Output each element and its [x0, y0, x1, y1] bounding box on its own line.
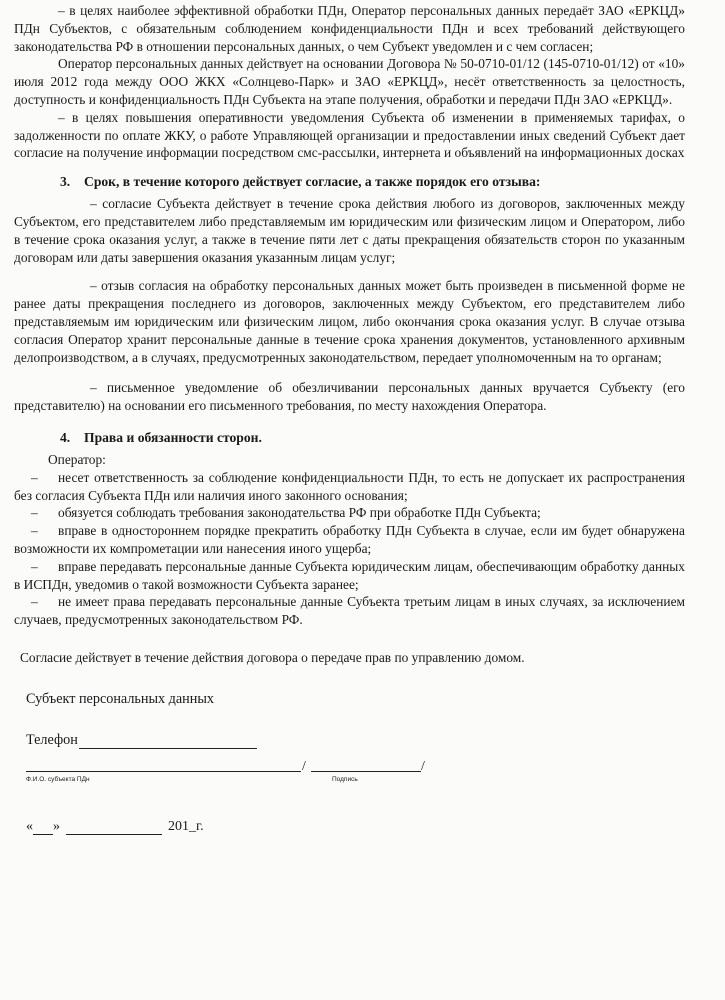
- section-4-item: – несет ответственность за соблюдение конфиденциальности ПДн, то есть не допускает их распространения без согласия Субъекта ПДн или наличия иного законного основания;: [14, 469, 685, 503]
- section-4-item: – вправе в одностороннем порядке прекратить обработку ПДн Субъекта в случае, если им будет обнаружена возможности их компрометации или нанесения иного ущерба;: [14, 523, 685, 556]
- section-4-item: – вправе передавать персональные данные Субъекта юридическим лицам, обеспечивающим обработку данных в ИСПДн, уведомив о такой возможности Субъекта заранее;: [14, 558, 685, 592]
- section-4-number: 4.: [60, 429, 71, 445]
- signature-caption: Подпись: [332, 775, 358, 783]
- section-3-item: – отзыв согласия на обработку персональных данных может быть произведен в письменной форме не ранее даты прекращения последнего из договоров, заключенных между Субъектом, его представителем либо представляемым им юридическим или физическим лицом, либо окончания срока оказания услуг. В случае отзыва согласия Оператор хранит персональные данные в течение срока хранения документов, установленного архивным делопроизводством, а в случаях, предусмотренных законодательством, передает уполномоченным на то органам;: [14, 278, 685, 365]
- day-field-line[interactable]: [33, 821, 53, 835]
- phone-field-line[interactable]: [79, 734, 257, 749]
- intro-paragraph-1: – в целях наиболее эффективной обработки ПДн, Оператор персональных данных передаёт ЗАО «ЕРКЦД» ПДн Субъектов, с обязательным соблюдением конфиденциальности ПДн и всех требований действующего законодательства РФ в отношении персональных данных, о чем Субъект уведомлен и с чем согласен;: [14, 3, 685, 54]
- section-3-number: 3.: [60, 174, 71, 190]
- date-close-quote: »: [53, 818, 60, 834]
- phone-label: Телефон: [26, 731, 78, 748]
- section-4-item: – не имеет права передавать персональные данные Субъекта третьим лицам в иных случаях, за исключением случаев, предусмотренных законодательством РФ.: [14, 594, 685, 628]
- date-open-quote: «: [26, 818, 33, 834]
- section-3-title: Срок, в течение которого действует согласие, а также порядок его отзыва:: [84, 174, 541, 190]
- fio-caption: Ф.И.О. субъекта ПДн: [26, 775, 90, 783]
- section-3-heading: [14, 173, 685, 191]
- intro-paragraph-2: Оператор персональных данных действует на основании Договора № 50-0710-01/12 (145-0710-01/12) от «10» июля 2012 года между ООО ЖКХ «Солнцево-Парк» и ЗАО «ЕРКЦД», несёт ответственность за целостность, доступность и конфиденциальность ПДн Субъекта на этапе получения, обработки и передачи ПДн ЗАО «ЕРКЦД».: [14, 56, 685, 107]
- month-field-line[interactable]: [66, 821, 162, 835]
- signature-slash: /: [421, 758, 425, 774]
- signature-row: [14, 758, 685, 801]
- fio-field-line[interactable]: [26, 771, 301, 772]
- section-3-item: – согласие Субъекта действует в течение срока действия любого из договоров, заключенных между Субъектом, его представителем либо представляемым им юридическим или физическим лицом и Оператором, либо в течение срока оказания услуг, а также в течение пяти лет с даты прекращения обязательств сторон по указанным договорам или даты завершения оказания указанным лицам услуг;: [14, 196, 685, 265]
- subject-label: Субъект персональных данных: [26, 690, 214, 707]
- phone-row: [26, 732, 685, 749]
- signature-field-line[interactable]: [311, 771, 421, 772]
- fio-slash: /: [302, 758, 306, 774]
- section-4-item: – обязуется соблюдать требования законодательства РФ при обработке ПДн Субъекта;: [31, 505, 541, 521]
- date-row: [26, 819, 685, 835]
- section-4-title: Права и обязанности сторон.: [84, 429, 262, 445]
- section-4-heading: [14, 429, 685, 447]
- section-3: [14, 173, 685, 415]
- section-3-item: – письменное уведомление об обезличивании персональных данных вручается Субъекту (его представителю) на основании его письменного требования, по месту нахождения Оператора.: [14, 380, 685, 414]
- year-label: 201_г.: [168, 818, 204, 834]
- intro-paragraph-3: – в целях повышения оперативности уведомления Субъекта об изменении в применяемых тарифах, о задолженности по оплате ЖКУ, о работе Управляющей организации и предоставлении иных сведений Субъект дает согласие на получение информации посредством смс-рассылки, интернета и объявлений на информационных досках: [14, 109, 685, 161]
- section-4-lead: Оператор:: [48, 451, 106, 467]
- closing-statement: Согласие действует в течение действия договора о передаче прав по управлению домом.: [20, 649, 525, 665]
- section-4: [14, 429, 685, 629]
